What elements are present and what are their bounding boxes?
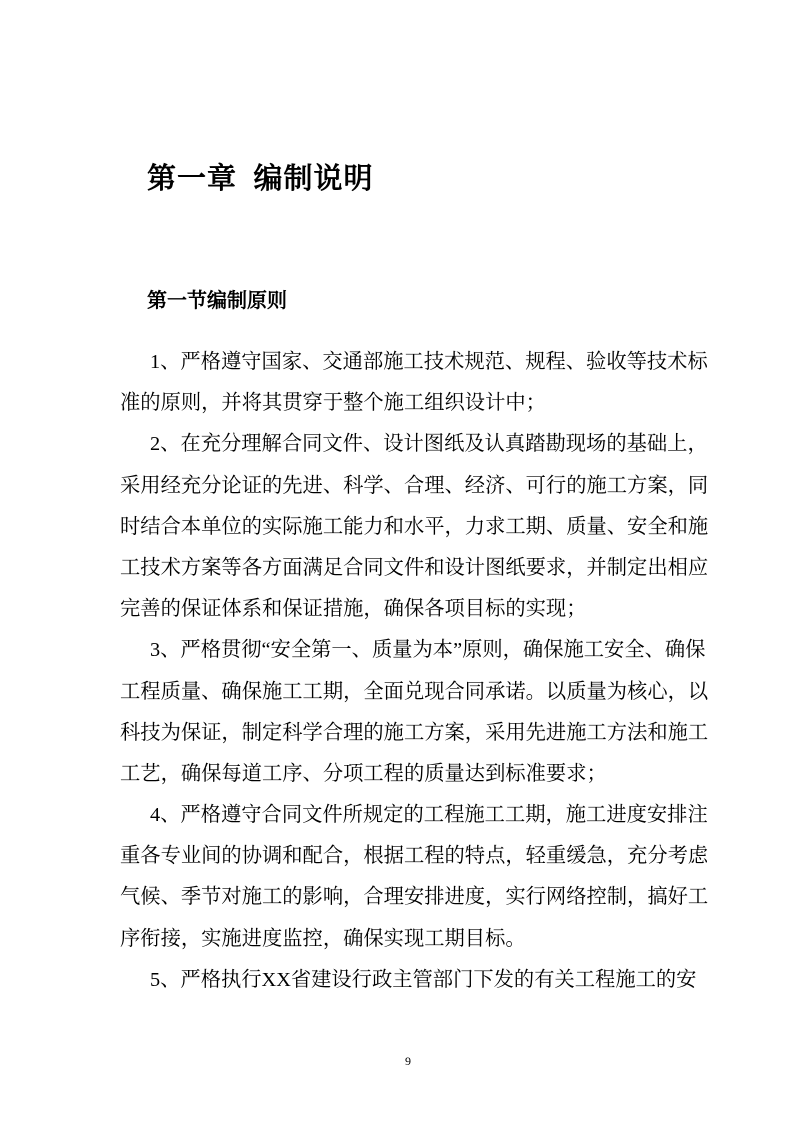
section-title: 第一节编制原则 <box>147 290 287 312</box>
text-line: 重各专业间的协调和配合，根据工程的特点，轻重缓急，充分考虑 <box>120 845 709 868</box>
text-line: 完善的保证体系和保证措施，确保各项目标的实现； <box>120 598 587 621</box>
text-line: 工技术方案等各方面满足合同文件和设计图纸要求，并制定出相应 <box>120 556 709 579</box>
text-line: 4、严格遵守合同文件所规定的工程施工工期，施工进度安排注 <box>150 804 708 827</box>
text-line: 2、在充分理解合同文件、设计图纸及认真踏勘现场的基础上， <box>150 433 708 456</box>
paragraph <box>120 630 709 795</box>
text-line: 工程质量、确保施工工期，全面兑现合同承诺。以质量为核心，以 <box>120 680 709 703</box>
text-line: 科技为保证，制定科学合理的施工方案，采用先进施工方法和施工 <box>120 721 709 744</box>
paragraph <box>120 795 709 960</box>
document-body <box>120 342 709 1001</box>
text-line: 5、严格执行XX省建设行政主管部门下发的有关工程施工的安 <box>150 968 697 991</box>
paragraph <box>120 424 709 630</box>
page-number: 9 <box>405 1054 411 1068</box>
text-line: 工艺，确保每道工序、分项工程的质量达到标准要求； <box>120 762 607 785</box>
paragraph <box>120 960 697 1001</box>
text-line: 3、严格贯彻“安全第一、质量为本”原则，确保施工安全、确保 <box>150 639 706 662</box>
text-line: 气候、季节对施工的影响，合理安排进度，实行网络控制，搞好工 <box>120 886 709 909</box>
chapter-title: 第一章 编制说明 <box>147 163 374 195</box>
paragraph <box>120 342 708 424</box>
text-line: 准的原则，并将其贯穿于整个施工组织设计中； <box>120 392 546 415</box>
text-line: 1、严格遵守国家、交通部施工技术规范、规程、验收等技术标 <box>150 351 708 373</box>
text-line: 序衔接，实施进度监控，确保实现工期目标。 <box>120 927 526 950</box>
text-line: 时结合本单位的实际施工能力和水平，力求工期、质量、安全和施 <box>120 515 709 538</box>
text-line: 采用经充分论证的先进、科学、合理、经济、可行的施工方案，同 <box>120 474 709 497</box>
